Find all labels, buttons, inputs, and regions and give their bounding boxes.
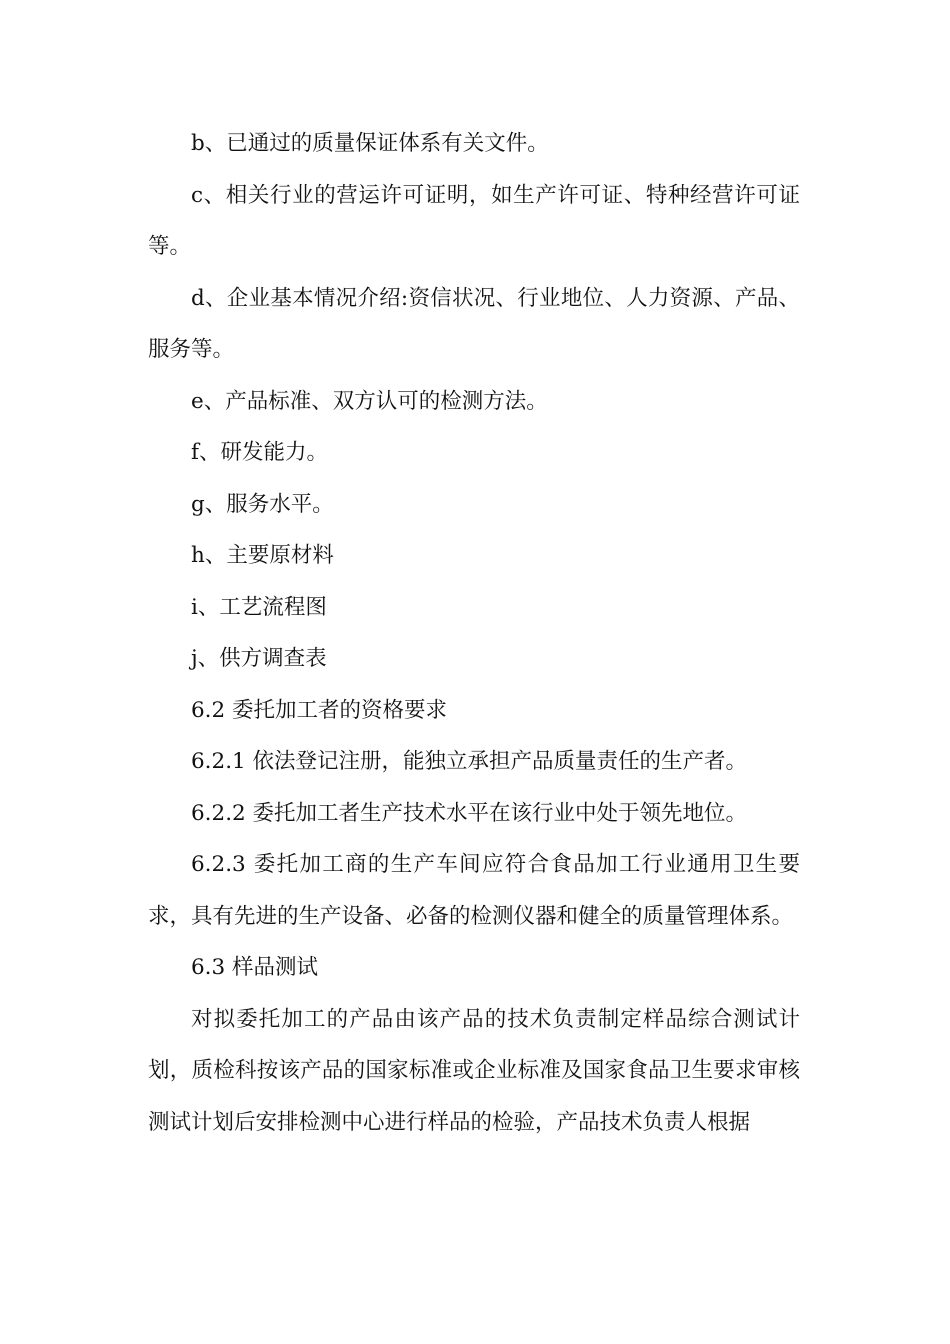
paragraph-item-h: h、主要原材料 — [191, 543, 334, 568]
clause-6-2-3: 6.2.3 委托加工商的生产车间应符合食品加工行业通用卫生要求，具有先进的生产设备、必备的检测仪器和健全的质量管理体系。 — [148, 852, 800, 929]
paragraph-item-i: i、工艺流程图 — [191, 594, 327, 620]
paragraph-item-g: g、服务水平。 — [191, 491, 334, 517]
paragraph-item-e: e、产品标准、双方认可的检测方法。 — [191, 388, 548, 414]
sample-test-paragraph: 对拟委托加工的产品由该产品的技术负责制定样品综合测试计划，质检科按该产品的国家标准或企业标准及国家食品卫生要求审核测试计划后安排检测中心进行样品的检验，产品技术负责人根据 — [148, 1006, 800, 1135]
section-heading-6-2: 6.2 委托加工者的资格要求 — [191, 697, 448, 723]
clause-6-2-2: 6.2.2 委托加工者生产技术水平在该行业中处于领先地位。 — [191, 800, 748, 826]
document-body — [148, 118, 800, 1148]
paragraph-item-f: f、研发能力。 — [191, 440, 328, 465]
clause-6-2-1: 6.2.1 依法登记注册，能独立承担产品质量责任的生产者。 — [191, 749, 748, 774]
paragraph-item-b: b、已通过的质量保证体系有关文件。 — [191, 131, 549, 156]
paragraph-item-c: c、相关行业的营运许可证明，如生产许可证、特种经营许可证等。 — [148, 182, 800, 259]
paragraph-item-d: d、企业基本情况介绍:资信状况、行业地位、人力资源、产品、服务等。 — [148, 285, 800, 362]
section-heading-6-3: 6.3 样品测试 — [191, 955, 319, 980]
paragraph-item-j: j、供方调查表 — [191, 646, 327, 671]
